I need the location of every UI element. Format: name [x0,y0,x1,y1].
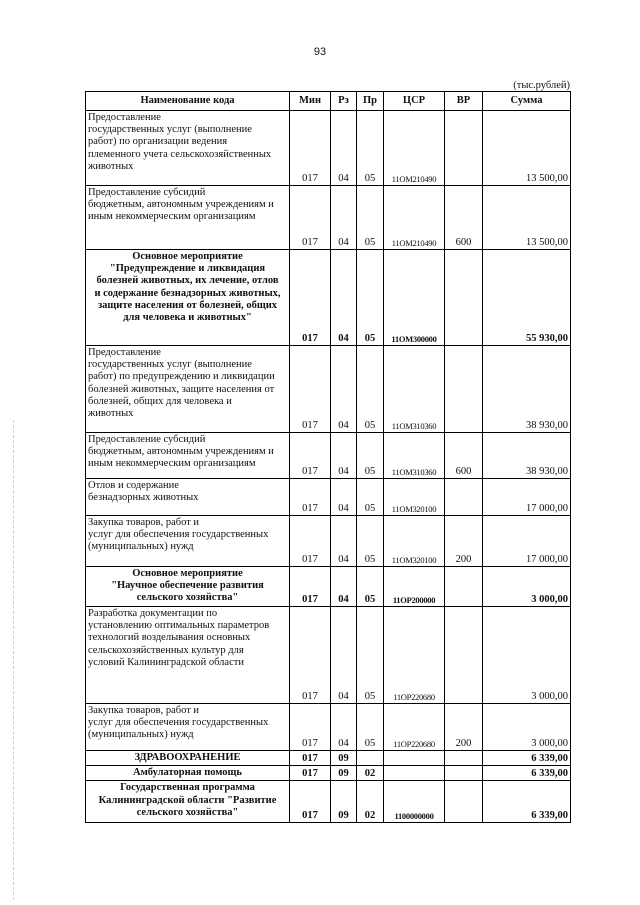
cell-rz: 04 [331,516,357,567]
cell-name: Основное мероприятие "Предупреждение и ликвидация болезней животных, их лечение, отлов и содержание безнадзорных животных, защите населения от болезней, общих для человека и животных" [86,250,290,346]
table-row [86,433,571,479]
cell-vr: 200 [445,516,483,567]
cell-name: Предоставление субсидий бюджетным, автономным учреждениям и иным некоммерческим организациям [86,186,290,250]
cell-pr: 05 [357,704,384,751]
cell-vr [445,111,483,186]
cell-min: 017 [290,766,331,781]
cell-rz: 09 [331,766,357,781]
cell-min: 017 [290,111,331,186]
cell-sum: 13 500,00 [483,186,571,250]
cell-vr [445,766,483,781]
budget-table [85,91,571,823]
table-row [86,781,571,823]
cell-name: Закупка товаров, работ и услуг для обеспечения государственных (муниципальных) нужд [86,516,290,567]
cell-pr: 05 [357,479,384,516]
cell-min: 017 [290,516,331,567]
cell-sum: 17 000,00 [483,516,571,567]
cell-min: 017 [290,704,331,751]
cell-name: Отлов и содержание безнадзорных животных [86,479,290,516]
header-sum: Сумма [483,92,571,111]
cell-name: Разработка документации по установлению оптимальных параметров технологий возделывания основных сельскохозяйственных культур для условий Калининградской области [86,607,290,704]
table-row [86,186,571,250]
cell-csr: 11ОМ310360 [384,433,445,479]
cell-vr: 200 [445,704,483,751]
cell-vr [445,781,483,823]
header-min: Мин [290,92,331,111]
cell-csr [384,766,445,781]
cell-csr: 11ОР200000 [384,567,445,607]
cell-min: 017 [290,250,331,346]
table-row [86,704,571,751]
header-name: Наименование кода [86,92,290,111]
cell-rz: 04 [331,433,357,479]
cell-sum: 38 930,00 [483,433,571,479]
table-row [86,607,571,704]
cell-sum: 55 930,00 [483,250,571,346]
table-row [86,479,571,516]
cell-csr: 11ОР220680 [384,704,445,751]
cell-min: 017 [290,433,331,479]
cell-name: Амбулаторная помощь [86,766,290,781]
cell-sum: 3 000,00 [483,607,571,704]
cell-rz: 04 [331,567,357,607]
cell-name: ЗДРАВООХРАНЕНИЕ [86,751,290,766]
cell-pr [357,751,384,766]
cell-csr [384,751,445,766]
cell-vr: 600 [445,433,483,479]
cell-sum: 13 500,00 [483,111,571,186]
cell-csr: 11ОМ310360 [384,346,445,433]
cell-sum: 3 000,00 [483,567,571,607]
cell-csr: 11ОМ320100 [384,516,445,567]
header-pr: Пр [357,92,384,111]
cell-pr: 05 [357,433,384,479]
header-row [86,92,571,111]
table-row [86,766,571,781]
table-row [86,516,571,567]
cell-rz: 04 [331,479,357,516]
cell-min: 017 [290,479,331,516]
margin-line [13,420,15,900]
cell-rz: 04 [331,346,357,433]
cell-rz: 04 [331,607,357,704]
page-number: 93 [313,46,327,58]
header-vr: ВР [445,92,483,111]
cell-pr: 05 [357,346,384,433]
cell-csr: 11ОМ300000 [384,250,445,346]
cell-min: 017 [290,751,331,766]
cell-csr: 11ОМ320100 [384,479,445,516]
table-row [86,250,571,346]
table-row [86,751,571,766]
cell-vr: 600 [445,186,483,250]
header-rz: Рз [331,92,357,111]
cell-name: Предоставление государственных услуг (выполнение работ) по предупреждению и ликвидации болезней животных, защите населения от болезней, общих для человека и животных [86,346,290,433]
cell-csr: 11ОМ210490 [384,111,445,186]
cell-name: Основное мероприятие "Научное обеспечение развития сельского хозяйства" [86,567,290,607]
cell-min: 017 [290,346,331,433]
cell-vr [445,751,483,766]
cell-sum: 38 930,00 [483,346,571,433]
cell-csr: 11ОР220680 [384,607,445,704]
cell-pr: 05 [357,567,384,607]
cell-pr: 05 [357,607,384,704]
table-row [86,567,571,607]
cell-min: 017 [290,607,331,704]
cell-pr: 05 [357,250,384,346]
table-row [86,346,571,433]
header-csr: ЦСР [384,92,445,111]
cell-name: Государственная программа Калининградской области "Развитие сельского хозяйства" [86,781,290,823]
cell-sum: 6 339,00 [483,781,571,823]
cell-pr: 05 [357,111,384,186]
cell-vr [445,567,483,607]
cell-rz: 04 [331,186,357,250]
cell-rz: 04 [331,111,357,186]
cell-vr [445,607,483,704]
cell-min: 017 [290,186,331,250]
cell-csr: 11ОМ210490 [384,186,445,250]
cell-csr: 1100000000 [384,781,445,823]
table-row [86,111,571,186]
cell-name: Закупка товаров, работ и услуг для обеспечения государственных (муниципальных) нужд [86,704,290,751]
cell-pr: 05 [357,186,384,250]
cell-name: Предоставление субсидий бюджетным, автономным учреждениям и иным некоммерческим организациям [86,433,290,479]
cell-pr: 02 [357,781,384,823]
cell-rz: 09 [331,781,357,823]
cell-name: Предоставление государственных услуг (выполнение работ) по организации ведения племенного учета сельскохозяйственных животных [86,111,290,186]
cell-vr [445,250,483,346]
cell-rz: 04 [331,250,357,346]
cell-min: 017 [290,567,331,607]
cell-pr: 05 [357,516,384,567]
cell-sum: 17 000,00 [483,479,571,516]
cell-sum: 3 000,00 [483,704,571,751]
cell-pr: 02 [357,766,384,781]
units-note: (тыс.рублей) [513,80,570,91]
cell-min: 017 [290,781,331,823]
cell-vr [445,346,483,433]
cell-vr [445,479,483,516]
cell-rz: 04 [331,704,357,751]
cell-sum: 6 339,00 [483,766,571,781]
cell-sum: 6 339,00 [483,751,571,766]
cell-rz: 09 [331,751,357,766]
